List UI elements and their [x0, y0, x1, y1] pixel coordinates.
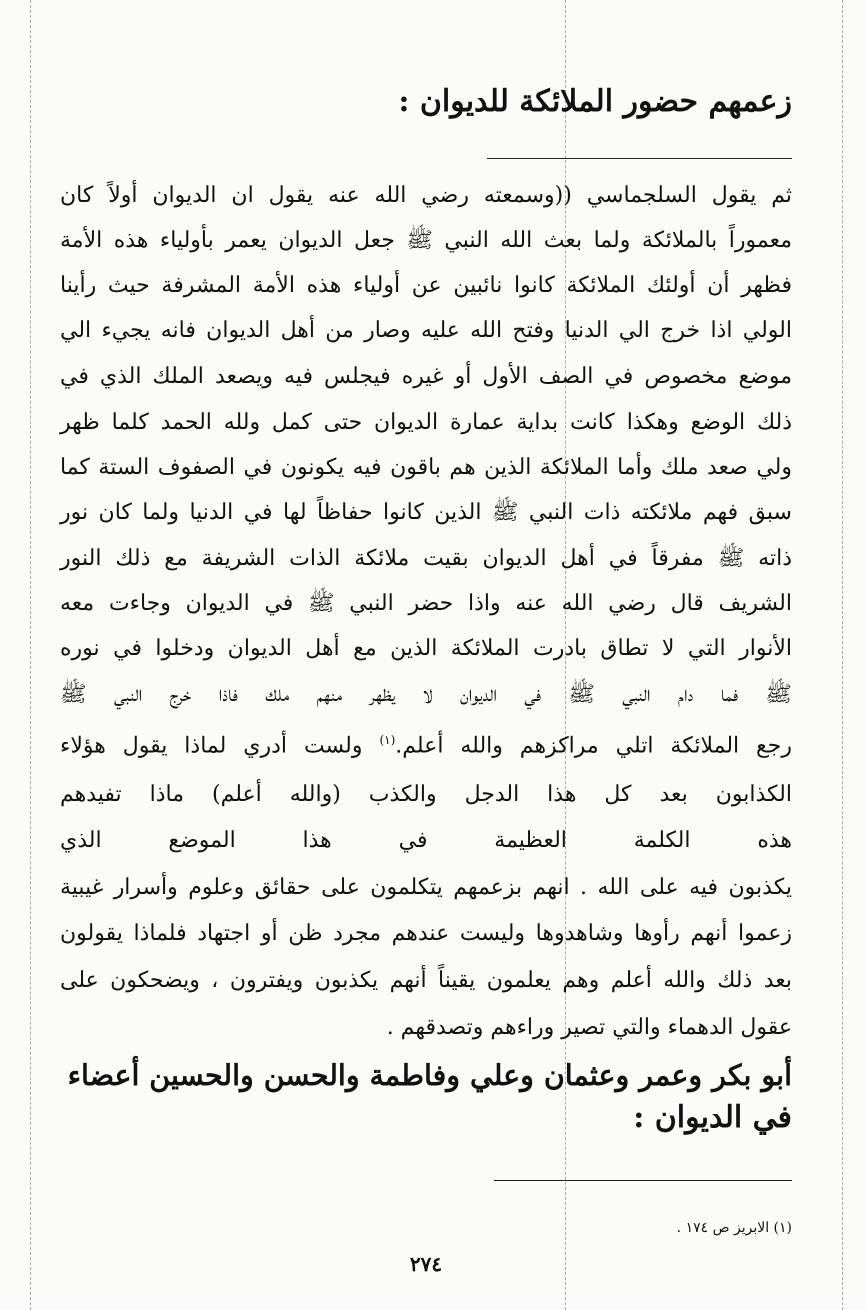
page-number: ٢٧٤: [409, 1252, 443, 1276]
footnote-separator: [494, 1180, 792, 1181]
book-page: [60, 0, 792, 1310]
section-heading-companions: أبو بكر وعمر وعثمان وعلي وفاطمة والحسن والحسين أعضاء: [67, 1058, 792, 1092]
footnote-marker: (١): [379, 733, 396, 747]
text-line: ثم يقول السلجماسي ((وسمعته رضي الله عنه يقول ان الديوان أولاً كان: [60, 183, 792, 208]
text-line: موضع مخصوص في الصف الأول أو غيره فيجلس فيه ويصعد الملك الذي في: [60, 364, 792, 389]
text-line: بعد ذلك والله أعلم وهم يعلمون يقيناً أنهم يكذبون ويفترون ، ويضحكون على: [60, 968, 792, 993]
text-line: عقول الدهماء والتي تصير وراءهم وتصدقهم .: [386, 1015, 792, 1040]
text-line: الشريف قال رضي الله عنه واذا حضر النبي ﷺ في الديوان وجاءت معه: [60, 591, 792, 616]
text-line: زعموا أنهم رأوها وشاهدوها وليست عندهم مجرد ظن أو اجتهاد فلماذا يقولون: [60, 921, 792, 946]
text-line: الولي اذا خرج الي الدنيا وفتح الله عليه وصار من أهل الديوان فانه يجيء الي: [60, 318, 792, 343]
section-heading-companions-cont: في الديوان :: [633, 1100, 792, 1135]
text-line: يكذبون فيه على الله . انهم بزعمهم يتكلمون على حقائق وعلوم وأسرار غيبية: [60, 875, 792, 900]
text-line: الأنوار التي لا تطاق بادرت الملائكة الذين مع أهل الديوان ودخلوا في نوره: [60, 636, 792, 661]
page-guide-line-left: [30, 0, 31, 1310]
text-line: ﷺ فما دام النبي ﷺ في الديوان لا يظهر منهم ملك فاذا خرج النبي ﷺ: [60, 682, 792, 707]
heading-underline: [487, 158, 792, 159]
text-line: ولي صعد ملك وأما الملائكة الذين هم باقون فيه يكونون في الصفوف الستة كما: [60, 455, 792, 480]
text-line: فظهر أن أولئك الملائكة كانوا نائبين عن أولياء هذه الأمة المشرفة حيث رأينا: [60, 273, 792, 298]
section-heading-angels-diwan: زعمهم حضور الملائكة للديوان :: [398, 84, 792, 119]
text-line: هذه الكلمة العظيمة في هذا الموضع الذي: [60, 828, 792, 853]
footnote: (١) الابريز ص ١٧٤ .: [676, 1220, 792, 1236]
text-segment: رجع الملائكة اتلي مراكزهم والله أعلم.: [395, 733, 792, 759]
text-segment: ولست أدري لماذا يقول هؤلاء: [60, 733, 363, 759]
text-line: الكذابون بعد كل هذا الدجل والكذب (والله أعلم) ماذا تفيدهم: [60, 782, 792, 807]
text-line: ذلك الوضع وهكذا كانت بداية عمارة الديوان حتى كمل ولله الحمد كلما ظهر: [60, 410, 792, 435]
page-guide-line-right: [842, 0, 843, 1310]
text-line: معموراً بالملائكة ولما بعث الله النبي ﷺ جعل الديوان يعمر بأولياء هذه الأمة: [60, 228, 792, 253]
text-line: سبق فهم ملائكته ذات النبي ﷺ الذين كانوا حفاظاً لها في الدنيا ولما كان نور: [60, 500, 792, 525]
text-line-with-footnote: [60, 724, 792, 762]
text-line: ذاته ﷺ مفرقاً في أهل الديوان بقيت ملائكة الذات الشريفة مع ذلك النور: [60, 546, 792, 571]
